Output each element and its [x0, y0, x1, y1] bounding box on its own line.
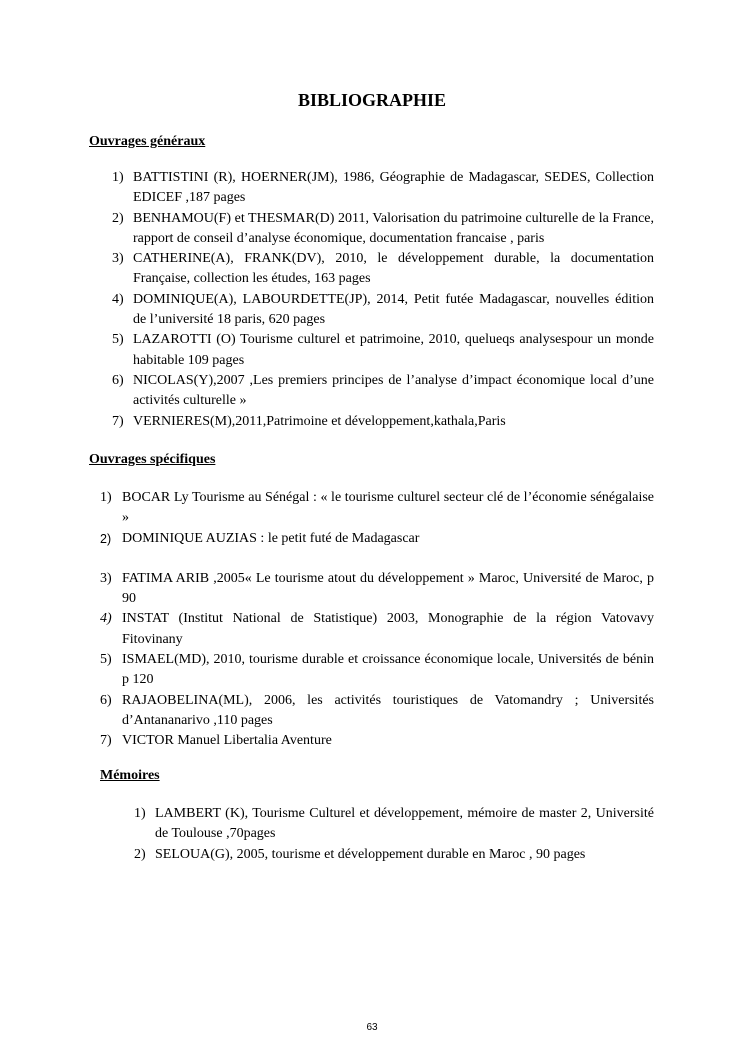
- list-ouvrages-generaux: [112, 168, 654, 432]
- item-number: 7): [112, 413, 124, 429]
- item-number: 5): [100, 652, 112, 668]
- list-spacer: [122, 549, 654, 569]
- item-number: 5): [112, 332, 124, 348]
- list-item: [100, 529, 654, 549]
- list-memoires: [134, 804, 654, 865]
- list-item: [100, 569, 654, 610]
- item-text: RAJAOBELINA(ML), 2006, les activités touristiques de Vatomandry ; Universités d’Antananarivo ,110 pages: [122, 692, 654, 728]
- list-item: [112, 209, 654, 250]
- item-text: INSTAT (Institut National de Statistique) 2003, Monographie de la région Vatovavy Fitovinany: [122, 611, 654, 647]
- list-item: [112, 330, 654, 371]
- item-text: FATIMA ARIB ,2005« Le tourisme atout du développement » Maroc, Université de Maroc, p 90: [122, 570, 654, 607]
- item-number: 6): [100, 692, 112, 708]
- list-item: [100, 691, 654, 732]
- item-text: NICOLAS(Y),2007 ,Les premiers principes de l’analyse d’impact économique local d’une activités culturelle »: [133, 372, 654, 409]
- list-item: [100, 488, 654, 529]
- item-number: 7): [100, 733, 112, 749]
- item-text: DOMINIQUE AUZIAS : le petit futé de Madagascar: [122, 530, 420, 546]
- item-number: 4): [100, 611, 112, 627]
- list-item: [100, 731, 654, 751]
- item-number: 6): [112, 372, 124, 388]
- item-number: 3): [112, 251, 124, 267]
- item-number: 1): [112, 170, 124, 185]
- list-item: [112, 168, 654, 209]
- list-item: [100, 609, 654, 650]
- list-item: [134, 845, 654, 865]
- item-text: BATTISTINI (R), HOERNER(JM), 1986, Géographie de Madagascar, SEDES, Collection EDICEF ,187 pages: [133, 170, 654, 206]
- item-number: 3): [100, 570, 112, 586]
- item-number: 4): [112, 291, 124, 307]
- page-title: BIBLIOGRAPHIE: [297, 90, 447, 110]
- list-item: [112, 290, 654, 331]
- item-number: 1): [100, 490, 112, 505]
- item-text: BOCAR Ly Tourisme au Sénégal : « le tourisme culturel secteur clé de l’économie sénégalaise »: [122, 490, 654, 526]
- list-item: [112, 249, 654, 290]
- item-text: VICTOR Manuel Libertalia Aventure: [122, 733, 332, 749]
- item-number: 2): [100, 531, 112, 546]
- section-heading-memoires: Mémoires: [100, 768, 160, 783]
- list-item: [112, 412, 654, 432]
- item-text: VERNIERES(M),2011,Patrimoine et développement,kathala,Paris: [133, 413, 506, 429]
- list-ouvrages-specifiques: [100, 488, 654, 752]
- item-text: SELOUA(G), 2005, tourisme et développement durable en Maroc , 90 pages: [155, 846, 586, 862]
- item-text: LAZAROTTI (O) Tourisme culturel et patrimoine, 2010, quelueqs analysespour un monde habitable 109 pages: [133, 332, 654, 368]
- page-number: 63: [366, 1022, 378, 1033]
- item-number: 1): [134, 806, 146, 821]
- section-heading-ouvrages-generaux: Ouvrages généraux: [89, 134, 206, 149]
- item-text: BENHAMOU(F) et THESMAR(D) 2011, Valorisation du patrimoine culturelle de la France, rapport de conseil d’analyse économique, documentation francaise , paris: [133, 210, 654, 246]
- list-item: [112, 371, 654, 412]
- item-text: CATHERINE(A), FRANK(DV), 2010, le développement durable, la documentation Française, collection les études, 163 pages: [133, 251, 654, 287]
- item-number: 2): [134, 846, 146, 862]
- section-heading-ouvrages-specifiques: Ouvrages spécifiques: [89, 452, 216, 467]
- item-text: DOMINIQUE(A), LABOURDETTE(JP), 2014, Petit futée Madagascar, nouvelles édition de l’université 18 paris, 620 pages: [133, 291, 654, 328]
- item-text: LAMBERT (K), Tourisme Culturel et développement, mémoire de master 2, Université de Toulouse ,70pages: [155, 806, 654, 842]
- item-text: ISMAEL(MD), 2010, tourisme durable et croissance économique locale, Universités de bénin p 120: [122, 652, 654, 688]
- item-number: 2): [112, 210, 124, 226]
- list-item: [134, 804, 654, 845]
- list-item: [100, 650, 654, 691]
